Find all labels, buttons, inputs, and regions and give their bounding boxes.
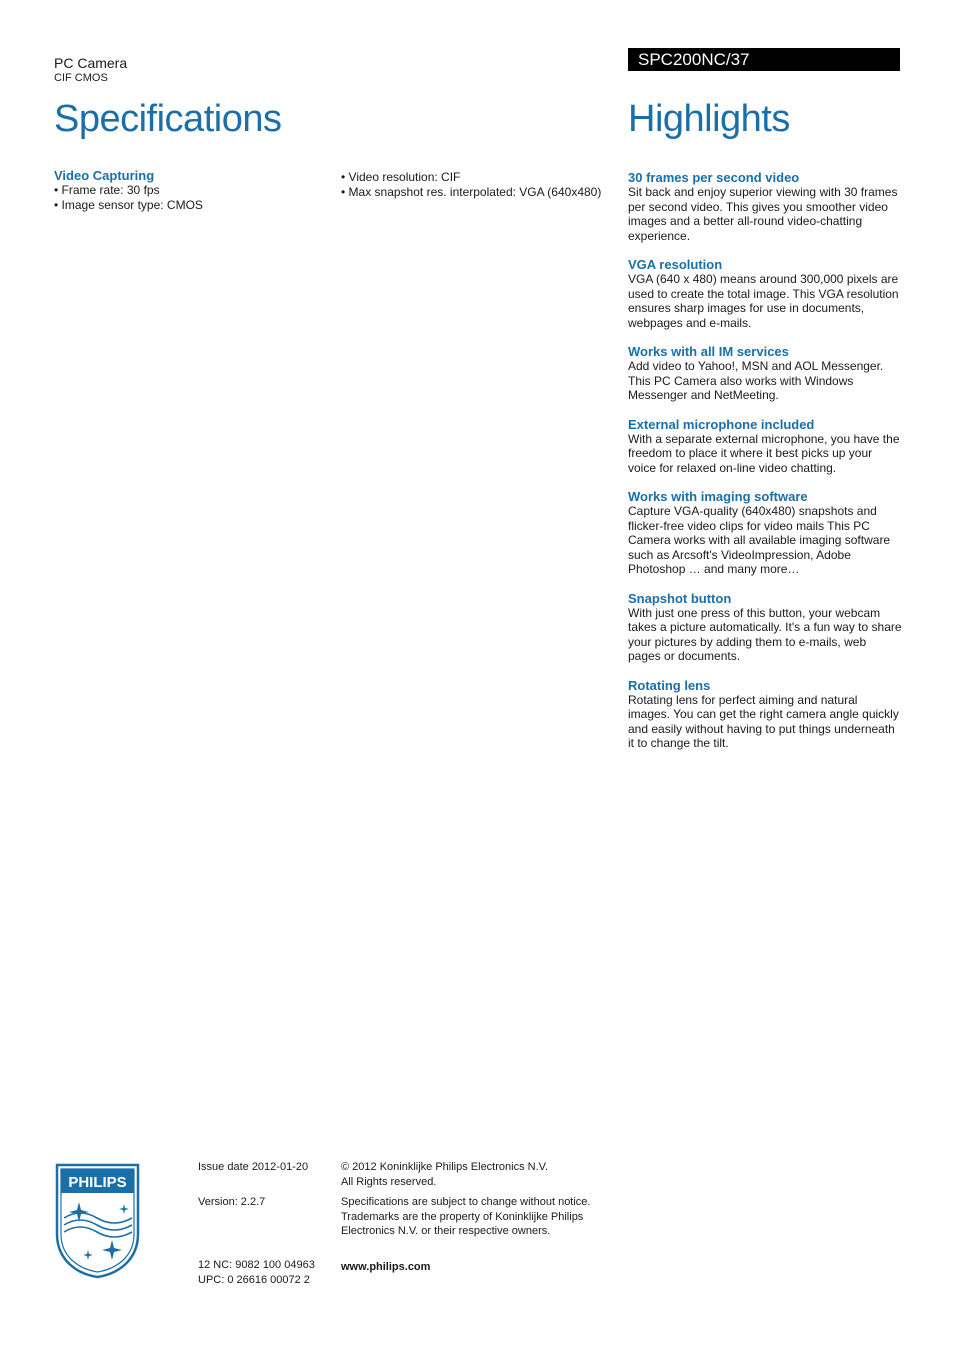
philips-logo <box>54 1162 141 1279</box>
highlight-body: Capture VGA-quality (640x480) snapshots and flicker-free video clips for video mails This PC Camera works with all available imaging software such as Arcsoft's VideoImpression, Adobe Photoshop … and many more… <box>628 504 891 576</box>
highlight-heading: Works with all IM services <box>628 344 789 359</box>
spec-item: • Frame rate: 30 fps <box>54 183 160 197</box>
highlights-list <box>628 170 902 765</box>
highlight-item <box>628 489 902 577</box>
highlight-item <box>628 257 902 330</box>
specifications-title: Specifications <box>54 98 282 140</box>
disclaimer: Specifications are subject to change without notice. <box>341 1196 591 1208</box>
highlight-body: Add video to Yahoo!, MSN and AOL Messenger. This PC Camera also works with Windows Messenger and NetMeeting. <box>628 359 884 402</box>
highlight-heading: 30 frames per second video <box>628 170 800 185</box>
spec-item: • Max snapshot res. interpolated: VGA (640x480) <box>341 185 602 199</box>
highlight-heading: Rotating lens <box>628 677 711 693</box>
nc-number: 12 NC: 9082 100 04963 <box>198 1259 315 1271</box>
highlight-heading: External microphone included <box>628 416 815 432</box>
model-number: SPC200NC/37 <box>638 50 750 69</box>
disclaimer: Electronics N.V. or their respective owners. <box>341 1225 551 1237</box>
highlight-item <box>628 344 902 403</box>
logo-text: PHILIPS <box>68 1174 127 1191</box>
version: Version: 2.2.7 <box>198 1195 266 1208</box>
highlight-heading: Snapshot button <box>628 590 732 606</box>
highlight-item <box>628 417 902 476</box>
upc-number: UPC: 0 26616 00072 2 <box>198 1273 310 1286</box>
product-subtitle: CIF CMOS <box>54 72 108 84</box>
spec-item: • Video resolution: CIF <box>341 170 461 184</box>
highlight-body: VGA (640 x 480) means around 300,000 pixels are used to create the total image. This VGA resolution ensures sharp images for use in documents, webpages and e-mails. <box>628 272 899 330</box>
spec-column-2 <box>341 170 611 200</box>
copyright: © 2012 Koninklijke Philips Electronics N.V. <box>341 1161 549 1173</box>
spec-column-1 <box>54 168 324 213</box>
footer-info <box>198 1160 333 1287</box>
issue-date: Issue date 2012-01-20 <box>198 1161 309 1173</box>
footer-legal <box>341 1160 611 1274</box>
highlight-heading: Works with imaging software <box>628 489 808 504</box>
model-bar <box>628 48 900 71</box>
website-link[interactable]: www.philips.com <box>341 1260 431 1273</box>
disclaimer: Trademarks are the property of Koninklijke Philips <box>341 1210 584 1223</box>
highlights-title: Highlights <box>628 98 790 140</box>
product-name: PC Camera <box>54 55 128 71</box>
highlight-item <box>628 678 902 751</box>
highlight-body: With a separate external microphone, you have the freedom to place it where it best picks up your voice for relaxed on-line video chatting. <box>628 431 900 475</box>
spec-section-heading: Video Capturing <box>54 168 155 183</box>
rights: All Rights reserved. <box>341 1175 437 1188</box>
highlight-item <box>628 170 902 243</box>
highlight-item <box>628 591 902 664</box>
highlight-body: With just one press of this button, your webcam takes a picture automatically. It's a fun way to share your pictures by adding them to e-mails, web pages or documents. <box>628 605 902 663</box>
highlight-heading: VGA resolution <box>628 257 723 272</box>
spec-item: • Image sensor type: CMOS <box>54 198 203 212</box>
highlight-body: Rotating lens for perfect aiming and natural images. You can get the right camera angle quickly and easily without having to put things underneath it to change the tilt. <box>628 692 899 750</box>
highlight-body: Sit back and enjoy superior viewing with 30 frames per second video. This gives you smoother video images and a better all-round video-chatting experience. <box>628 185 898 243</box>
